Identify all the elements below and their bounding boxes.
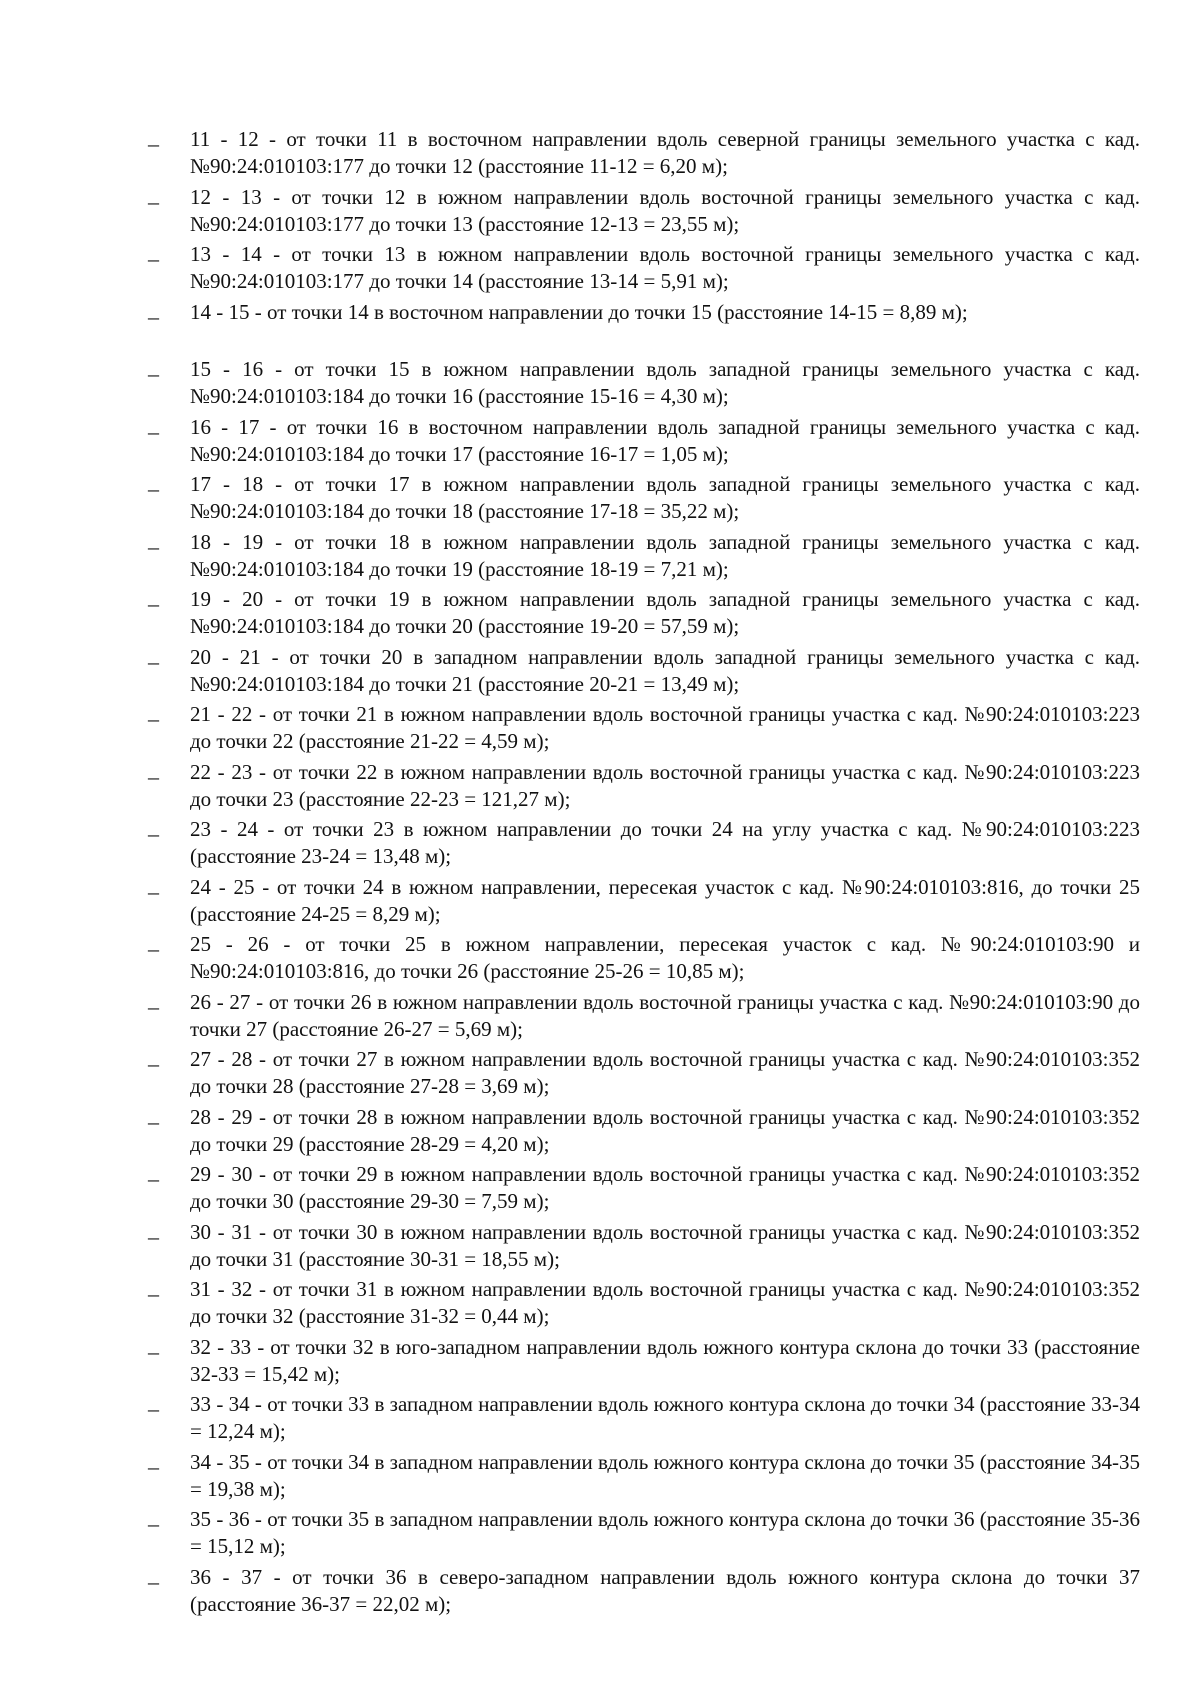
list-item [120, 641, 1140, 699]
list-item [120, 1101, 1140, 1159]
list-dash: – [148, 1051, 159, 1076]
list-dash: – [148, 993, 159, 1019]
list-item-text: 24 - 25 - от точки 24 в южном направлении, пересекая участок с кад. №90:24:010103:816, до точки 25 (расстояние 24-25 = 8,29 м); [190, 874, 1140, 926]
list-item-text: 18 - 19 - от точки 18 в южном направлении вдоль западной границы земельного участка с кад. №90:24:010103:184 до точки 19 (расстояние 18-19 = 7,21 м); [190, 529, 1140, 581]
list-item [120, 296, 1140, 354]
list-item [120, 583, 1140, 641]
list-item [120, 928, 1140, 986]
list-item [120, 698, 1140, 756]
list-item-text: 30 - 31 - от точки 30 в южном направлении вдоль восточной границы участка с кад. №90:24:010103:352 до точки 31 (расстояние 30-31 = 18,55 м); [190, 1219, 1140, 1271]
list-dash: – [148, 878, 159, 904]
list-item [120, 1388, 1140, 1446]
list-item-text: 11 - 12 - от точки 11 в восточном направлении вдоль северной границы земельного участка с кад. №90:24:010103:177 до точки 12 (расстояние 11-12 = 6,20 м); [190, 127, 1140, 178]
list-dash: – [148, 1338, 159, 1364]
list-dash: – [148, 1281, 159, 1306]
list-item-text: 25 - 26 - от точки 25 в южном направлении, пересекая участок с кад. №90:24:010103:90 и №90:24:010103:816, до точки 26 (расстояние 25-26 = 10,85 м); [190, 932, 1140, 983]
list-dash: – [148, 706, 159, 731]
list-item-text: 33 - 34 - от точки 33 в западном направлении вдоль южного контура склона до точки 34 (расстояние 33-34 = 12,24 м); [190, 1392, 1140, 1443]
list-item-text: 36 - 37 - от точки 36 в северо-западном направлении вдоль южного контура склона до точки 37 (расстояние 36-37 = 22,02 м); [190, 1564, 1140, 1616]
list-dash: – [148, 533, 159, 559]
list-item-text: 19 - 20 - от точки 19 в южном направлении вдоль западной границы земельного участка с кад. №90:24:010103:184 до точки 20 (расстояние 19-20 = 57,59 м); [190, 587, 1140, 638]
list-item-text: 23 - 24 - от точки 23 в южном направлении до точки 24 на углу участка с кад. №90:24:010103:223 (расстояние 23-24 = 13,48 м); [190, 817, 1140, 868]
list-item [120, 468, 1140, 526]
list-item-text: 15 - 16 - от точки 15 в южном направлении вдоль западной границы земельного участка с кад. №90:24:010103:184 до точки 16 (расстояние 15-16 = 4,30 м); [190, 357, 1140, 408]
list-item-text: 27 - 28 - от точки 27 в южном направлении вдоль восточной границы участка с кад. №90:24:010103:352 до точки 28 (расстояние 27-28 = 3,69 м); [190, 1047, 1140, 1098]
list-dash: – [148, 246, 159, 271]
list-item-text: 35 - 36 - от точки 35 в западном направлении вдоль южного контура склона до точки 36 (расстояние 35-36 = 15,12 м); [190, 1507, 1140, 1558]
list-item [120, 1503, 1140, 1561]
list-dash: – [148, 648, 159, 674]
list-item [120, 353, 1140, 411]
list-item [120, 756, 1140, 814]
list-item-text: 17 - 18 - от точки 17 в южном направлении вдоль западной границы земельного участка с кад. №90:24:010103:184 до точки 18 (расстояние 17-18 = 35,22 м); [190, 472, 1140, 523]
list-item-text: 13 - 14 - от точки 13 в южном направлении вдоль восточной границы земельного участка с кад. №90:24:010103:177 до точки 14 (расстояние 13-14 = 5,91 м); [190, 242, 1140, 293]
list-item [120, 813, 1140, 871]
list-dash: – [148, 1568, 159, 1594]
list-item-text: 20 - 21 - от точки 20 в западном направлении вдоль западной границы земельного участка с кад. №90:24:010103:184 до точки 21 (расстояние 20-21 = 13,49 м); [190, 644, 1140, 696]
list-item-text: 26 - 27 - от точки 26 в южном направлении вдоль восточной границы участка с кад. №90:24:010103:90 до точки 27 (расстояние 26-27 = 5,69 м); [190, 989, 1140, 1041]
list-item [120, 181, 1140, 239]
list-dash: – [148, 476, 159, 501]
list-dash: – [148, 1453, 159, 1479]
list-item-text: 21 - 22 - от точки 21 в южном направлении вдоль восточной границы участка с кад. №90:24:010103:223 до точки 22 (расстояние 21-22 = 4,59 м); [190, 702, 1140, 753]
list-item [120, 238, 1140, 296]
list-item-text: 12 - 13 - от точки 12 в южном направлении вдоль восточной границы земельного участка с кад. №90:24:010103:177 до точки 13 (расстояние 12-13 = 23,55 м); [190, 184, 1140, 236]
list-item-text: 34 - 35 - от точки 34 в западном направлении вдоль южного контура склона до точки 35 (расстояние 34-35 = 19,38 м); [190, 1449, 1140, 1501]
list-item-text: 14 - 15 - от точки 14 в восточном направлении до точки 15 (расстояние 14-15 = 8,89 м); [190, 299, 968, 324]
list-item [120, 526, 1140, 584]
list-item [120, 986, 1140, 1044]
boundary-segment-list [120, 123, 1140, 1618]
list-dash: – [148, 936, 159, 961]
list-dash: – [148, 1396, 159, 1421]
list-item-text: 32 - 33 - от точки 32 в юго-западном направлении вдоль южного контура склона до точки 33 (расстояние 32-33 = 15,42 м); [190, 1334, 1140, 1386]
list-item [120, 411, 1140, 469]
list-dash: – [148, 418, 159, 444]
list-dash: – [148, 1511, 159, 1536]
list-item [120, 123, 1140, 181]
list-dash: – [148, 591, 159, 616]
list-item-text: 22 - 23 - от точки 22 в южном направлении вдоль восточной границы участка с кад. №90:24:010103:223 до точки 23 (расстояние 22-23 = 121,27 м); [190, 759, 1140, 811]
list-item-text: 29 - 30 - от точки 29 в южном направлении вдоль восточной границы участка с кад. №90:24:010103:352 до точки 30 (расстояние 29-30 = 7,59 м); [190, 1162, 1140, 1213]
list-item [120, 1273, 1140, 1331]
list-dash: – [148, 131, 159, 156]
list-item [120, 1158, 1140, 1216]
list-item [120, 1561, 1140, 1619]
list-item-text: 28 - 29 - от точки 28 в южном направлении вдоль восточной границы участка с кад. №90:24:010103:352 до точки 29 (расстояние 28-29 = 4,20 м); [190, 1104, 1140, 1156]
list-item [120, 1216, 1140, 1274]
list-item [120, 1446, 1140, 1504]
list-dash: – [148, 1166, 159, 1191]
list-dash: – [148, 821, 159, 846]
list-dash: – [148, 1108, 159, 1134]
list-item [120, 871, 1140, 929]
list-dash: – [148, 763, 159, 789]
list-dash: – [148, 361, 159, 386]
list-dash: – [148, 303, 159, 329]
list-dash: – [148, 188, 159, 214]
list-item-text: 16 - 17 - от точки 16 в восточном направлении вдоль западной границы земельного участка с кад. №90:24:010103:184 до точки 17 (расстояние 16-17 = 1,05 м); [190, 414, 1140, 466]
list-dash: – [148, 1223, 159, 1249]
list-item [120, 1331, 1140, 1389]
list-item [120, 1043, 1140, 1101]
list-item-text: 31 - 32 - от точки 31 в южном направлении вдоль восточной границы участка с кад. №90:24:010103:352 до точки 32 (расстояние 31-32 = 0,44 м); [190, 1277, 1140, 1328]
